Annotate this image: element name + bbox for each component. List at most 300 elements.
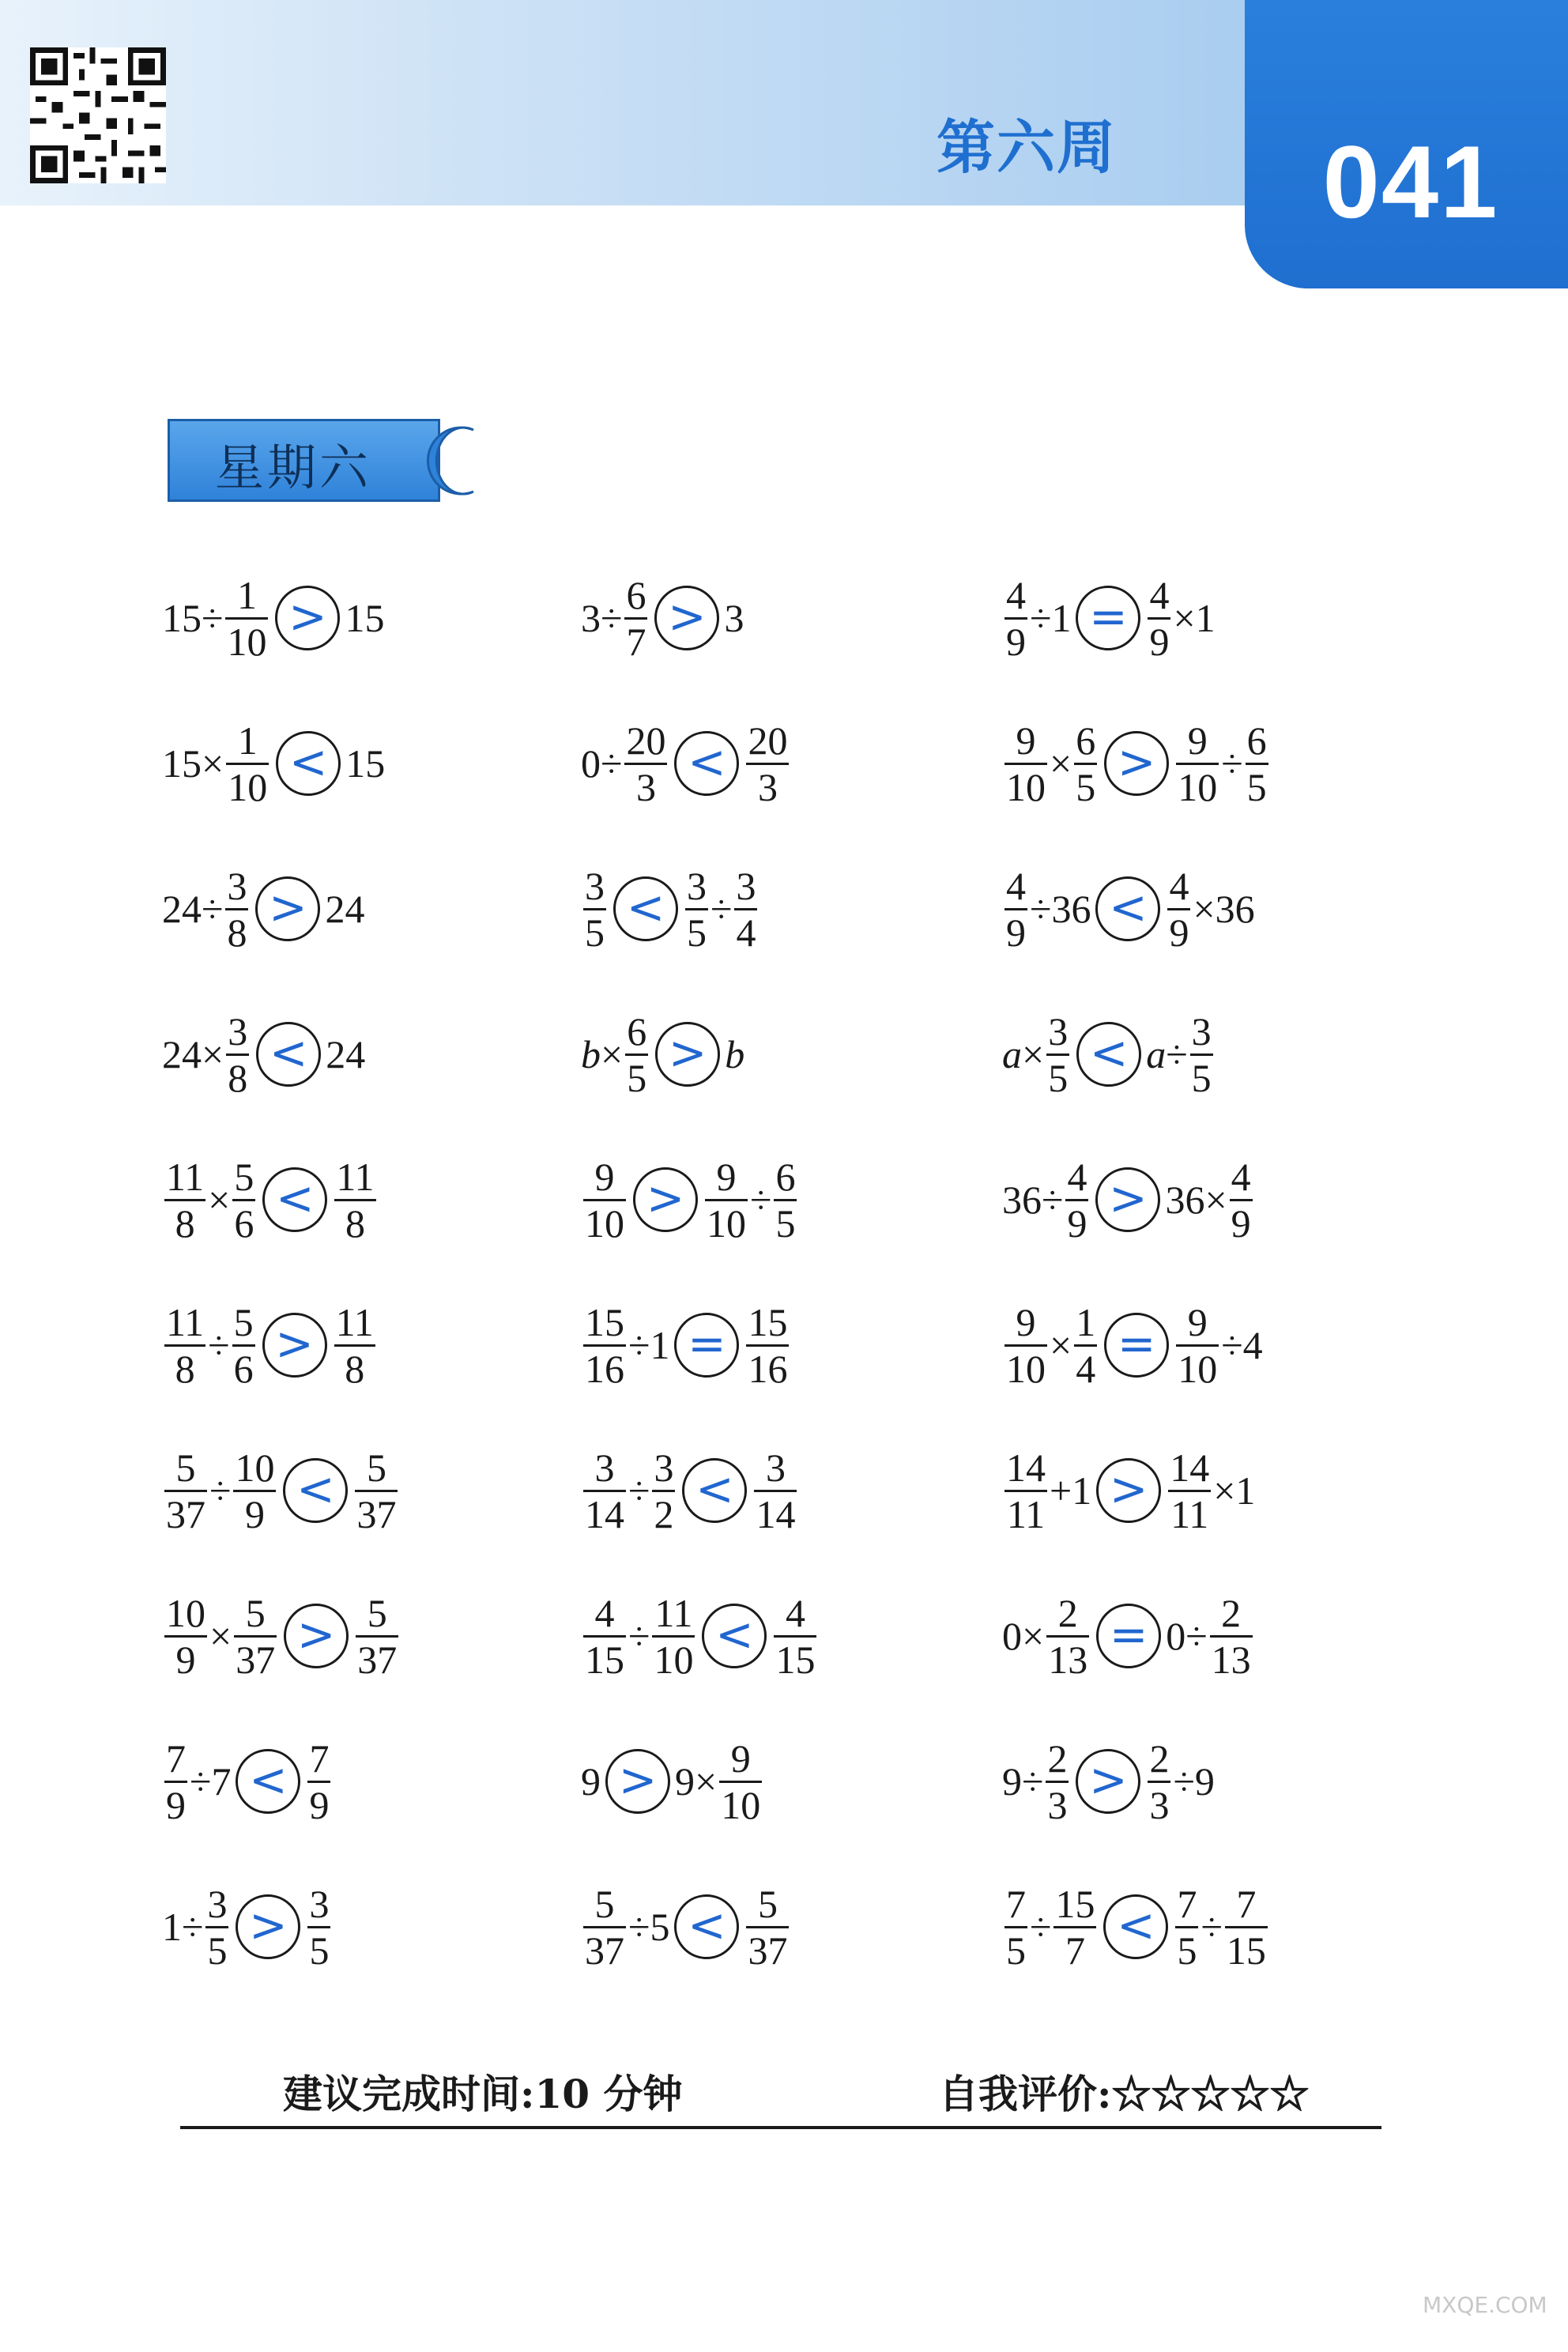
problem-2-4 xyxy=(581,999,744,1110)
numerator: 10 xyxy=(166,1590,205,1635)
numerator: 11 xyxy=(336,1154,375,1199)
variable: b xyxy=(581,1032,601,1076)
numerator: 4 xyxy=(1169,863,1189,908)
problem-2-8 xyxy=(581,1581,819,1691)
denominator: 3 xyxy=(635,764,656,809)
problem-2-2 xyxy=(581,708,791,819)
fraction xyxy=(1054,1882,1096,1973)
comparison-answer-circle[interactable]: = xyxy=(1096,1604,1161,1668)
expression-text: ÷1 xyxy=(628,1323,670,1367)
expression-text: 9× xyxy=(675,1759,718,1804)
fraction xyxy=(583,1882,626,1973)
comparison-answer-circle[interactable]: = xyxy=(1076,586,1140,650)
comparison-answer-circle[interactable]: > xyxy=(275,586,340,650)
comparison-answer-circle[interactable]: < xyxy=(702,1604,767,1668)
comparison-answer-circle[interactable]: > xyxy=(605,1749,670,1814)
denominator: 15 xyxy=(775,1637,816,1682)
denominator: 6 xyxy=(234,1200,254,1246)
expression-text: ÷9 xyxy=(1173,1759,1215,1804)
expression-text: 15 xyxy=(345,596,385,640)
comparison-answer-circle[interactable]: = xyxy=(1104,1313,1169,1378)
fraction xyxy=(1004,1300,1047,1391)
denominator: 3 xyxy=(757,764,778,809)
numerator: 6 xyxy=(775,1154,796,1199)
expression-text: × xyxy=(209,1614,232,1658)
fraction xyxy=(1065,1155,1088,1246)
denominator: 8 xyxy=(228,1055,248,1100)
denominator: 37 xyxy=(356,1491,397,1536)
problem-2-3 xyxy=(581,854,760,964)
denominator: 7 xyxy=(626,619,646,664)
problem-1-8 xyxy=(162,1581,401,1691)
fraction xyxy=(754,1446,797,1536)
denominator: 10 xyxy=(654,1637,694,1682)
fraction xyxy=(652,1446,675,1536)
denominator: 37 xyxy=(357,1637,398,1682)
expression-text: ÷ xyxy=(209,1468,232,1513)
expression-text: ×36 xyxy=(1193,887,1255,931)
denominator: 11 xyxy=(1006,1491,1046,1536)
expression-text: 0÷ xyxy=(581,741,623,786)
denominator: 10 xyxy=(228,764,268,809)
denominator: 5 xyxy=(1076,764,1096,809)
expression-text: ÷7 xyxy=(190,1759,232,1804)
numerator: 3 xyxy=(654,1445,674,1490)
denominator: 10 xyxy=(227,619,267,664)
fraction xyxy=(734,864,757,955)
expression-text: ÷ xyxy=(710,887,733,931)
denominator: 5 xyxy=(1191,1055,1212,1100)
denominator: 5 xyxy=(1246,764,1267,809)
numerator: 9 xyxy=(730,1736,751,1781)
expression-text: 15÷ xyxy=(162,596,224,640)
denominator: 5 xyxy=(627,1055,647,1100)
denominator: 4 xyxy=(1076,1346,1096,1391)
numerator: 6 xyxy=(627,1008,647,1054)
denominator: 5 xyxy=(1048,1055,1069,1100)
comparison-answer-circle[interactable]: < xyxy=(1103,1894,1168,1959)
numerator: 20 xyxy=(626,718,666,763)
denominator: 10 xyxy=(721,1782,761,1827)
comparison-answer-circle[interactable]: > xyxy=(1095,1167,1160,1232)
numerator: 5 xyxy=(233,1299,254,1344)
denominator: 2 xyxy=(654,1491,674,1536)
expression-text: ÷ xyxy=(1200,1905,1223,1949)
fraction xyxy=(1046,1009,1069,1100)
denominator: 9 xyxy=(1067,1200,1087,1246)
fraction xyxy=(1175,1882,1198,1973)
numerator: 3 xyxy=(309,1881,330,1926)
variable: b xyxy=(725,1032,745,1076)
fraction xyxy=(1004,1882,1027,1973)
page-number: 041 xyxy=(1322,124,1499,239)
expression-text: 24÷ xyxy=(162,887,224,931)
comparison-answer-circle[interactable]: < xyxy=(283,1458,348,1523)
expression-text: 36÷ xyxy=(1002,1178,1064,1222)
denominator: 8 xyxy=(227,910,247,955)
numerator: 1 xyxy=(1076,1299,1096,1344)
expression-text: 0÷ xyxy=(1166,1614,1208,1658)
numerator: 14 xyxy=(1170,1445,1210,1490)
fraction xyxy=(232,1155,255,1246)
fraction xyxy=(225,864,248,955)
denominator: 13 xyxy=(1048,1637,1088,1682)
denominator: 37 xyxy=(585,1928,624,1973)
problem-1-7 xyxy=(162,1435,400,1546)
fraction xyxy=(1046,1591,1089,1682)
numerator: 4 xyxy=(1006,572,1026,617)
fraction xyxy=(334,1155,375,1246)
numerator: 1 xyxy=(237,718,258,763)
numerator: 9 xyxy=(716,1154,737,1199)
comparison-answer-circle[interactable]: > xyxy=(1076,1749,1140,1814)
denominator: 8 xyxy=(175,1346,195,1391)
expression-text: 9÷ xyxy=(1002,1759,1044,1804)
fraction xyxy=(164,1300,205,1391)
numerator: 7 xyxy=(166,1736,186,1781)
denominator: 5 xyxy=(309,1928,330,1973)
comparison-answer-circle[interactable]: > xyxy=(654,586,719,650)
fraction xyxy=(774,1155,797,1246)
denominator: 37 xyxy=(236,1637,276,1682)
denominator: 10 xyxy=(1178,764,1218,809)
denominator: 5 xyxy=(775,1200,796,1246)
denominator: 10 xyxy=(707,1200,746,1246)
fraction xyxy=(164,1736,187,1827)
expression-text: 36× xyxy=(1165,1178,1227,1222)
crescent-moon-icon xyxy=(424,425,496,496)
denominator: 14 xyxy=(756,1491,796,1536)
problem-3-10 xyxy=(1002,1871,1270,1982)
fraction xyxy=(1225,1882,1268,1973)
fraction xyxy=(746,718,789,809)
denominator: 10 xyxy=(1178,1346,1218,1391)
expression-text: ÷4 xyxy=(1221,1323,1263,1367)
fraction xyxy=(164,1446,207,1536)
numerator: 5 xyxy=(245,1590,266,1635)
numerator: 9 xyxy=(594,1154,615,1199)
comparison-answer-circle[interactable]: > xyxy=(1096,1458,1161,1523)
expression-text: 3÷ xyxy=(581,596,623,640)
denominator: 3 xyxy=(1149,1782,1170,1827)
comparison-answer-circle[interactable]: < xyxy=(236,1749,300,1814)
expression-text: ÷ xyxy=(1221,741,1243,786)
denominator: 9 xyxy=(1006,619,1026,664)
numerator: 4 xyxy=(1231,1154,1251,1199)
expression-text: 9 xyxy=(581,1759,601,1804)
expression-text: 0× xyxy=(1002,1614,1045,1658)
numerator: 6 xyxy=(1246,718,1267,763)
problem-3-9 xyxy=(1002,1726,1215,1837)
expression-text: × xyxy=(1022,1032,1045,1076)
problem-2-6 xyxy=(581,1290,791,1400)
expression-text: +1 xyxy=(1050,1468,1092,1513)
numerator: 15 xyxy=(748,1299,788,1344)
numerator: 7 xyxy=(309,1736,330,1781)
denominator: 8 xyxy=(345,1346,365,1391)
numerator: 4 xyxy=(785,1590,805,1635)
numerator: 3 xyxy=(736,863,756,908)
expression-text: × xyxy=(1050,1323,1072,1367)
denominator: 5 xyxy=(687,910,707,955)
numerator: 9 xyxy=(1187,1299,1208,1344)
fraction xyxy=(1176,718,1219,809)
expression-text: ×1 xyxy=(1213,1468,1256,1513)
comparison-answer-circle[interactable]: < xyxy=(674,1894,739,1959)
fraction xyxy=(1230,1155,1253,1246)
denominator: 37 xyxy=(748,1928,788,1973)
denominator: 5 xyxy=(207,1928,228,1973)
expression-text: 15 xyxy=(345,741,386,786)
fraction xyxy=(625,1009,648,1100)
page-footer xyxy=(180,2063,1381,2129)
denominator: 11 xyxy=(1170,1491,1209,1536)
fraction xyxy=(233,1446,276,1536)
expression-text: ÷36 xyxy=(1030,887,1091,931)
fraction xyxy=(705,1155,748,1246)
numerator: 9 xyxy=(1016,718,1036,763)
fraction xyxy=(1004,864,1027,955)
problem-2-10 xyxy=(581,1871,791,1982)
problem-3-7 xyxy=(1002,1435,1255,1546)
fraction xyxy=(1004,1446,1047,1536)
problem-3-1 xyxy=(1002,563,1216,673)
problem-1-2 xyxy=(162,708,385,819)
denominator: 10 xyxy=(1006,1346,1046,1391)
numerator: 10 xyxy=(235,1445,275,1490)
fraction xyxy=(774,1591,816,1682)
denominator: 9 xyxy=(1149,619,1170,664)
numerator: 4 xyxy=(1149,572,1170,617)
problem-3-6 xyxy=(1002,1290,1263,1400)
numerator: 3 xyxy=(1191,1008,1212,1054)
expression-text: ÷ xyxy=(628,1614,650,1658)
comparison-answer-circle[interactable]: < xyxy=(276,731,341,796)
numerator: 5 xyxy=(367,1590,387,1635)
numerator: 6 xyxy=(1076,718,1096,763)
numerator: 20 xyxy=(748,718,788,763)
denominator: 8 xyxy=(175,1200,195,1246)
problem-3-2 xyxy=(1002,708,1271,819)
numerator: 3 xyxy=(227,863,247,908)
numerator: 9 xyxy=(1187,718,1208,763)
fraction xyxy=(624,718,667,809)
denominator: 14 xyxy=(585,1491,624,1536)
expression-text: ×1 xyxy=(1173,596,1216,640)
numerator: 3 xyxy=(228,1008,248,1054)
problem-3-8 xyxy=(1002,1581,1255,1691)
numerator: 2 xyxy=(1221,1590,1242,1635)
fraction xyxy=(205,1882,228,1973)
fraction xyxy=(226,718,269,809)
fraction xyxy=(355,1446,398,1536)
numerator: 15 xyxy=(585,1299,624,1344)
numerator: 3 xyxy=(765,1445,786,1490)
fraction xyxy=(1167,864,1190,955)
numerator: 6 xyxy=(626,572,646,617)
variable: a xyxy=(1002,1032,1022,1076)
denominator: 5 xyxy=(585,910,605,955)
expression-text: × xyxy=(1050,741,1072,786)
comparison-answer-circle[interactable]: > xyxy=(633,1167,698,1232)
denominator: 10 xyxy=(585,1200,624,1246)
comparison-answer-circle[interactable]: > xyxy=(655,1022,720,1087)
denominator: 9 xyxy=(1169,910,1189,955)
comparison-answer-circle[interactable]: > xyxy=(236,1894,300,1959)
comparison-answer-circle[interactable]: > xyxy=(284,1604,349,1668)
numerator: 3 xyxy=(207,1881,228,1926)
self-evaluation[interactable]: 自我评价:☆☆☆☆☆ xyxy=(939,2071,1310,2117)
denominator: 15 xyxy=(585,1637,624,1682)
comparison-answer-circle[interactable]: < xyxy=(1076,1022,1141,1087)
fraction xyxy=(583,864,606,955)
expression-text: 1÷ xyxy=(162,1905,204,1949)
comparison-answer-circle[interactable]: < xyxy=(262,1167,327,1232)
problem-2-9 xyxy=(581,1726,764,1837)
numerator: 2 xyxy=(1057,1590,1078,1635)
fraction xyxy=(583,1446,626,1536)
expression-text: 24× xyxy=(162,1032,224,1076)
denominator: 6 xyxy=(233,1346,254,1391)
fraction xyxy=(1190,1009,1213,1100)
numerator: 11 xyxy=(166,1299,205,1344)
expression-text: ÷1 xyxy=(1030,596,1072,640)
fraction xyxy=(1074,1300,1097,1391)
numerator: 11 xyxy=(654,1590,693,1635)
numerator: 5 xyxy=(366,1445,386,1490)
fraction xyxy=(719,1736,762,1827)
fraction xyxy=(164,1591,207,1682)
fraction xyxy=(356,1591,398,1682)
problem-3-3 xyxy=(1002,854,1255,964)
problem-1-4 xyxy=(162,999,365,1110)
qr-code-icon[interactable] xyxy=(30,47,166,183)
numerator: 7 xyxy=(1006,1881,1026,1926)
numerator: 2 xyxy=(1149,1736,1170,1781)
fraction xyxy=(232,1300,255,1391)
problem-1-9 xyxy=(162,1726,333,1837)
problem-1-3 xyxy=(162,854,364,964)
problem-1-1 xyxy=(162,563,384,673)
fraction xyxy=(334,1300,375,1391)
problem-3-5 xyxy=(1002,1144,1255,1255)
numerator: 3 xyxy=(1048,1008,1069,1054)
expression-text: × xyxy=(601,1032,624,1076)
comparison-answer-circle[interactable]: > xyxy=(255,876,320,941)
denominator: 9 xyxy=(166,1782,186,1827)
fraction xyxy=(1004,718,1047,809)
denominator: 4 xyxy=(736,910,756,955)
expression-text: × xyxy=(208,1178,231,1222)
comparison-answer-circle[interactable]: > xyxy=(1104,731,1169,796)
expression-text: ÷ xyxy=(1166,1032,1188,1076)
denominator: 13 xyxy=(1211,1637,1251,1682)
comparison-answer-circle[interactable]: < xyxy=(682,1458,747,1523)
comparison-answer-circle[interactable]: < xyxy=(674,731,739,796)
expression-text: ÷ xyxy=(750,1178,772,1222)
fraction xyxy=(624,573,647,664)
fraction xyxy=(746,1300,789,1391)
problem-2-5 xyxy=(581,1144,799,1255)
numerator: 11 xyxy=(166,1154,205,1199)
comparison-answer-circle[interactable]: > xyxy=(262,1313,327,1378)
numerator: 9 xyxy=(1016,1299,1036,1344)
denominator: 8 xyxy=(345,1200,365,1246)
fraction xyxy=(583,1300,626,1391)
fraction xyxy=(1168,1446,1211,1536)
page-header xyxy=(0,0,1568,239)
denominator: 37 xyxy=(166,1491,205,1536)
fraction xyxy=(307,1882,330,1973)
fraction xyxy=(583,1591,626,1682)
numerator: 7 xyxy=(1236,1881,1257,1926)
fraction xyxy=(234,1591,277,1682)
fraction xyxy=(225,573,268,664)
comparison-answer-circle[interactable]: < xyxy=(613,876,678,941)
denominator: 10 xyxy=(1006,764,1046,809)
suggested-time: 建议完成时间:10 分钟 xyxy=(283,2071,683,2117)
fraction xyxy=(164,1155,205,1246)
numerator: 1 xyxy=(236,572,257,617)
fraction xyxy=(307,1736,330,1827)
denominator: 9 xyxy=(309,1782,330,1827)
fraction xyxy=(1210,1591,1253,1682)
comparison-answer-circle[interactable]: < xyxy=(1095,876,1160,941)
denominator: 9 xyxy=(175,1637,196,1682)
denominator: 16 xyxy=(585,1346,624,1391)
fraction xyxy=(226,1009,249,1100)
numerator: 2 xyxy=(1047,1736,1068,1781)
numerator: 5 xyxy=(234,1154,254,1199)
fraction xyxy=(1148,573,1170,664)
comparison-answer-circle[interactable]: < xyxy=(256,1022,321,1087)
numerator: 4 xyxy=(1006,863,1026,908)
expression-text: 24 xyxy=(325,887,365,931)
expression-text: ÷5 xyxy=(628,1905,670,1949)
fraction xyxy=(746,1882,789,1973)
numerator: 5 xyxy=(594,1881,615,1926)
denominator: 7 xyxy=(1065,1928,1085,1973)
expression-text: ÷ xyxy=(1030,1905,1052,1949)
expression-text: 24 xyxy=(326,1032,366,1076)
fraction xyxy=(1074,718,1097,809)
problem-2-7 xyxy=(581,1435,799,1546)
fraction xyxy=(583,1155,626,1246)
problem-3-4 xyxy=(1002,999,1216,1110)
fraction xyxy=(1148,1736,1170,1827)
fraction xyxy=(1246,718,1268,809)
problem-1-10 xyxy=(162,1871,333,1982)
numerator: 3 xyxy=(687,863,707,908)
numerator: 11 xyxy=(335,1299,374,1344)
numerator: 3 xyxy=(585,863,605,908)
numerator: 15 xyxy=(1055,1881,1095,1926)
numerator: 3 xyxy=(594,1445,615,1490)
denominator: 9 xyxy=(244,1491,265,1536)
numerator: 4 xyxy=(1067,1154,1087,1199)
problem-1-6 xyxy=(162,1290,378,1400)
numerator: 5 xyxy=(757,1881,778,1926)
fraction xyxy=(685,864,708,955)
fraction xyxy=(1176,1300,1219,1391)
numerator: 14 xyxy=(1006,1445,1046,1490)
comparison-answer-circle[interactable]: = xyxy=(674,1313,739,1378)
denominator: 9 xyxy=(1231,1200,1251,1246)
expression-text: ÷ xyxy=(628,1468,650,1513)
variable: a xyxy=(1146,1032,1167,1076)
problem-1-5 xyxy=(162,1144,379,1255)
expression-text: 3 xyxy=(724,596,744,640)
